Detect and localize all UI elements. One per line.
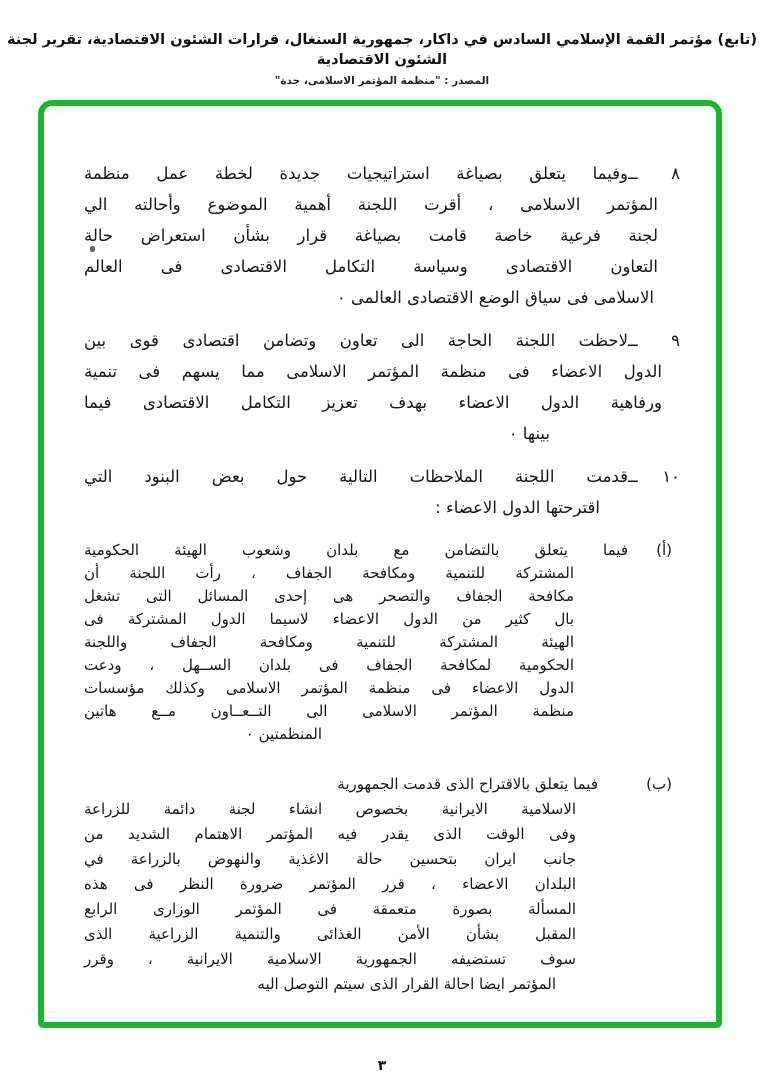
text-line: بينها ٠ [508,424,550,443]
text-line: الهيئة المشتركة للتنمية ومكافحة الجفاف واللجنة [84,633,574,651]
paragraph-١٠ــ [84,461,680,523]
text-line: ١٠ ــقدمت اللجنة الملاحظات التالية حول بعض البنود التي [84,461,680,492]
text-line: المؤتمر ايضا احالة القرار الذى سيتم التوصل اليه [257,975,556,993]
text-line: ٨ ــوفيما يتعلق بصياغة استراتيجيات جديدة لخطة عمل منظمة [84,158,680,189]
page-number: ٣ [377,1058,387,1074]
text-line: منظمة المؤتمر الاسلامى الى التــعــاون مــع هاتين [84,702,574,720]
text-line: المسألة بصورة متعمقة فى المؤتمر الوزارى الرابع [84,900,576,918]
text-line: الاسلامية الايرانية بخصوص انشاء لجنة دائمة للزراعة [84,800,576,818]
item-marker: (ب) [646,775,672,793]
item-marker: ١٠ ــ [628,467,680,486]
paragraph-٩ــ [84,325,680,449]
text-line: المشتركة للتنمية ومكافحة الجفاف ، رأت اللجنة أن [84,564,574,582]
text-line: ٩ ــلاحظت اللجنة الحاجة الى تعاون وتضامن اقتصادى قوى بين [84,325,680,356]
text-line: الاسلامى فى سياق الوضع الاقتصادى العالمى ٠ [336,288,654,307]
text-line: ورفاهية الدول الاعضاء بهدف تعزيز التكامل الاقتصادى فيما [84,393,662,412]
text-line: الحكومية لمكافحة الجفاف فى بلدان الســهل ، ودعت [84,656,574,674]
scan-artifact [90,246,95,252]
text-line: مكافحة الجفاف والتصحر هى إحدى المسائل التى تشغل [84,587,574,605]
header-source: المصدر : "منظمة المؤتمر الاسلامى، جدة" [274,75,490,87]
document-header [0,30,764,87]
text-line: التعاون الاقتصادى وسياسة التكامل الاقتصادى فى العالم [84,257,658,276]
header-title: (تابع) مؤتمر القمة الإسلامي السادس في داكار، جمهورية السنغال، قرارات الشئون الاقتصادية، تقرير لجنة الشئون الاقتصادية [6,32,758,68]
item-marker: ٩ ــ [628,331,680,350]
text-line: الدول الاعضاء فى منظمة المؤتمر الاسلامى وكذلك مؤسسات [84,679,574,697]
paragraph-أ [84,539,672,746]
text-line: المنظمتين ٠ [245,725,322,743]
green-border-frame [38,100,722,1028]
paragraph-ب [84,772,672,997]
text-line: الدول الاعضاء فى منظمة المؤتمر الاسلامى مما يسهم فى تنمية [84,362,662,381]
text-line: المؤتمر الاسلامى ، أقرت اللجنة أهمية الموضوع وأحالته الي [84,195,658,214]
text-line: جانب ايران بتحسين حالة الاغذية والنهوض بالزراعة في [84,850,576,868]
text-line: اقترحتها الدول الاعضاء : [435,498,600,517]
item-marker: ٨ ــ [628,164,680,183]
text-line: لجنة فرعية خاصة قامت بصياغة قرار بشأن استعراض حالة [84,226,658,245]
text-line: (أ)فيما يتعلق بالتضامن مع بلدان وشعوب الهيئة الحكومية [84,539,672,562]
paragraph-٨ــ [84,158,680,313]
text-line: البلدان الاعضاء ، قرر المؤتمر ضرورة النظر فى هذه [84,875,576,893]
text-line: المقبل بشأن الأمن الغذائى والتنمية الزراعية الذى [84,925,576,943]
text-line: وفى الوقت الذى يقدر فيه المؤتمر الاهتمام الشديد من [84,825,576,843]
text-line: بال كثير من الدول الاعضاء لاسيما الدول المشتركة فى [84,610,574,628]
body-text-column [84,158,680,1009]
text-line: (ب)فيما يتعلق بالاقتراح الذى قدمت الجمهورية [84,772,672,797]
item-marker: (أ) [656,541,672,559]
text-line: سوف تستضيفه الجمهورية الاسلامية الايرانية ، وقرر [84,950,576,968]
